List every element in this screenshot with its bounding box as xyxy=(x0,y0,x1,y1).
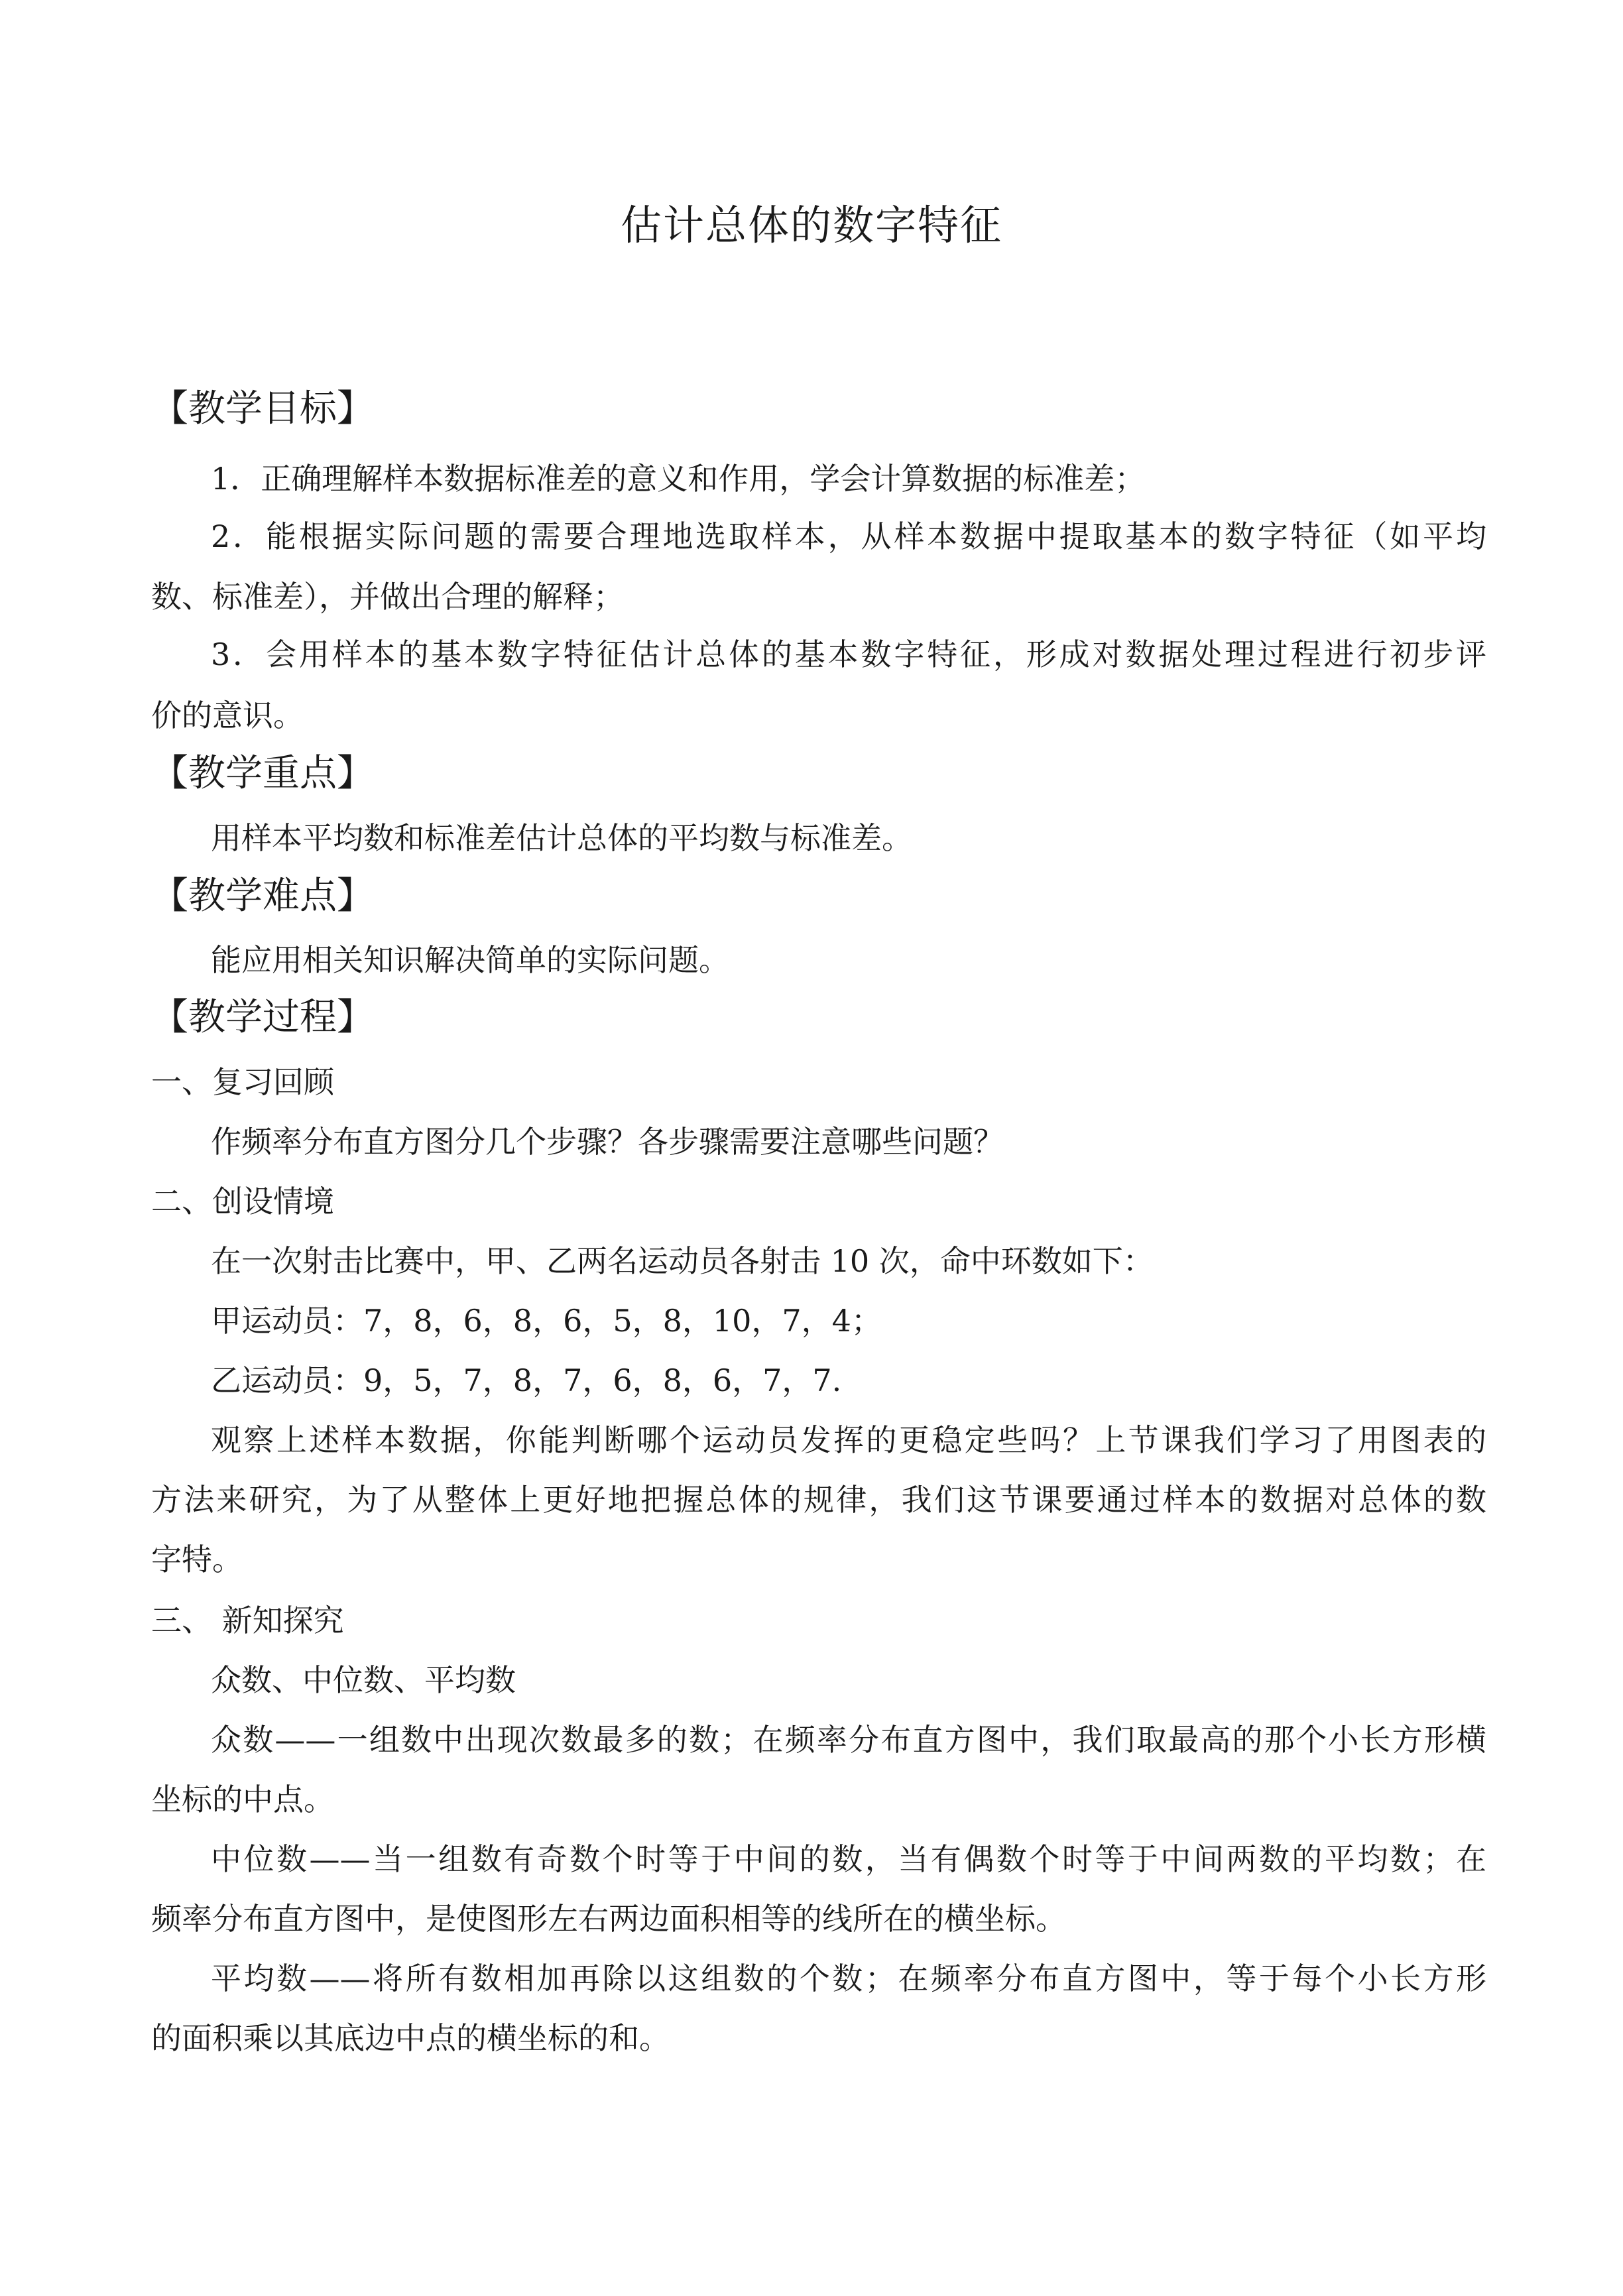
heading-difficulties: 【教学难点】 xyxy=(151,875,374,918)
mode-line-2: 坐标的中点。 xyxy=(151,1782,334,1817)
goal-item-3-line-1: 3．会用样本的基本数字特征估计总体的基本数字特征，形成对数据处理过程进行初步评 xyxy=(211,636,1486,672)
key-points-text: 用样本平均数和标准差估计总体的平均数与标准差。 xyxy=(211,820,912,856)
goal-item-2-line-2: 数、标准差），并做出合理的解释； xyxy=(151,579,624,615)
median-line-1: 中位数——当一组数有奇数个时等于中间的数，当有偶数个时等于中间两数的平均数；在 xyxy=(211,1841,1486,1877)
heading-teaching-process: 【教学过程】 xyxy=(151,996,374,1039)
observe-line-1: 观察上述样本数据，你能判断哪个运动员发挥的更稳定些吗？上节课我们学习了用图表的 xyxy=(211,1422,1486,1458)
goal-item-1: 1．正确理解样本数据标准差的意义和作用，学会计算数据的标准差； xyxy=(211,461,1146,497)
section-situation-title: 二、创设情境 xyxy=(151,1183,334,1219)
review-text: 作频率分布直方图分几个步骤？各步骤需要注意哪些问题？ xyxy=(211,1124,1004,1160)
section-new-knowledge-title: 三、 新知探究 xyxy=(151,1602,344,1638)
median-line-2: 频率分布直方图中，是使图形左右两边面积相等的线所在的横坐标。 xyxy=(151,1901,1066,1937)
situation-line-1: 在一次射击比赛中，甲、乙两名运动员各射击 10 次，命中环数如下： xyxy=(211,1243,1154,1279)
section-review-title: 一、复习回顾 xyxy=(151,1064,334,1100)
heading-key-points: 【教学重点】 xyxy=(151,752,374,795)
difficulties-text: 能应用相关知识解决简单的实际问题。 xyxy=(211,942,729,978)
mean-line-2: 的面积乘以其底边中点的横坐标的和。 xyxy=(151,2020,670,2056)
mode-line-1: 众数——一组数中出现次数最多的数；在频率分布直方图中，我们取最高的那个小长方形横 xyxy=(211,1722,1486,1758)
situation-line-athlete-b: 乙运动员：9，5，7，8，7，6，8，6，7，7. xyxy=(211,1362,842,1398)
mean-line-1: 平均数——将所有数相加再除以这组数的个数；在频率分布直方图中，等于每个小长方形 xyxy=(211,1961,1486,1996)
situation-line-athlete-a: 甲运动员：7，8，6，8，6，5，8，10，7，4； xyxy=(211,1303,882,1339)
goal-item-3-line-2: 价的意识。 xyxy=(151,697,304,733)
new-knowledge-subtitle: 众数、中位数、平均数 xyxy=(211,1662,516,1698)
observe-line-2: 方法来研究，为了从整体上更好地把握总体的规律，我们这节课要通过样本的数据对总体的数 xyxy=(151,1482,1486,1518)
document-title: 估计总体的数字特征 xyxy=(620,201,1002,249)
heading-teaching-goals: 【教学目标】 xyxy=(151,387,374,430)
goal-item-2-line-1: 2．能根据实际问题的需要合理地选取样本，从样本数据中提取基本的数字特征（如平均 xyxy=(211,518,1486,554)
observe-line-3: 字特。 xyxy=(151,1541,243,1577)
